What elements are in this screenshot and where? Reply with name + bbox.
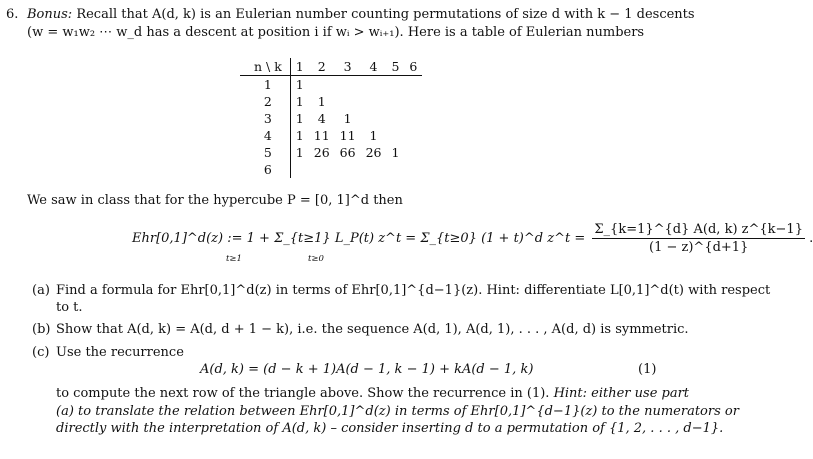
table-cell: 1 [295, 128, 304, 143]
problem-intro-line1 [27, 7, 695, 22]
table-cell: 1 [343, 111, 352, 126]
table-row [240, 144, 422, 161]
part-c-line3: directly with the interpretation of A(d, k) – consider inserting d to a permutation of {1, 2, . . . , d−1}. [56, 421, 724, 436]
table-cell [404, 76, 422, 94]
table-cell [404, 144, 422, 161]
hypercube-sentence: We saw in class that for the hypercube P = [0, 1]^d then [27, 193, 403, 208]
part-c-hint-label: Hint: either use part [553, 386, 690, 401]
part-c-line1-plain: to compute the next row of the triangle above. Show the recurrence in (1). [56, 386, 550, 401]
table-cell: 66 [339, 145, 356, 160]
part-c-line1 [56, 386, 689, 401]
table-cell [404, 110, 422, 127]
table-row [240, 161, 422, 178]
table-corner-label: n \ k [240, 58, 290, 76]
table-cell: 1 [369, 128, 378, 143]
column-header: 4 [361, 58, 387, 76]
row-header: 6 [240, 161, 290, 178]
part-a-text: Find a formula for Ehr[0,1]^d(z) in terms of Ehr[0,1]^{d−1}(z). Hint: differentiate L[0,1]^d(t) with respect [56, 283, 771, 298]
equation-lhs: Ehr[0,1]^d(z) := 1 + Σ_{t≥1} L_P(t) z^t = Σ_{t≥0} (1 + t)^d z^t = [132, 231, 586, 246]
table-cell: 11 [313, 128, 330, 143]
equation-fraction [592, 222, 805, 255]
table-cell: 26 [313, 145, 330, 160]
table-cell [335, 161, 361, 178]
column-header: 3 [335, 58, 361, 76]
equation-denominator: (1 − z)^{d+1} [649, 240, 749, 255]
table-cell [290, 161, 308, 178]
row-header: 1 [240, 76, 290, 94]
row-header: 5 [240, 144, 290, 161]
table-cell: 1 [295, 111, 304, 126]
table-cell [361, 93, 387, 110]
table-cell: 1 [295, 94, 304, 109]
table-cell [361, 110, 387, 127]
sum-index-2: t≥0 [308, 254, 324, 264]
table-cell [335, 76, 361, 94]
table-cell [361, 76, 387, 94]
table-cell [386, 161, 404, 178]
table-cell [309, 76, 335, 94]
eulerian-number-table [240, 58, 422, 178]
ehrhart-equation: Ehr[0,1]^d(z) := 1 + Σ_{t≥1} L_P(t) z^t = Σ_{t≥0} (1 + t)^d z^t = $\frac{\Sigma\_\{k=1\}\^{}\{d\} A(d, k) z\^{}\{k-1\}}{(1 - z)\^{}\{d+1\}}$ . [132, 222, 813, 255]
table-cell: 1 [317, 94, 326, 109]
part-a-text-cont: to t. [56, 300, 83, 315]
table-row [240, 127, 422, 144]
table-cell [404, 161, 422, 178]
part-b-label: (b) [32, 322, 51, 337]
row-header: 4 [240, 127, 290, 144]
problem-intro-line2: (w = w₁w₂ ⋯ w_d has a descent at position i if wᵢ > wᵢ₊₁). Here is a table of Eulerian numbers [27, 25, 645, 40]
table-cell: 4 [317, 111, 326, 126]
problem-number: 6. [6, 7, 19, 22]
intro-line1-text: Recall that A(d, k) is an Eulerian number counting permutations of size d with k − 1 descents [76, 7, 695, 22]
recurrence-equation: A(d, k) = (d − k + 1)A(d − 1, k − 1) + kA(d − 1, k) [200, 362, 534, 377]
part-b-text: Show that A(d, k) = A(d, d + 1 − k), i.e. the sequence A(d, 1), A(d, 1), . . . , A(d, d) is symmetric. [56, 322, 689, 337]
part-c-label: (c) [32, 345, 50, 360]
eulerian-table [240, 58, 422, 178]
table-cell [386, 76, 404, 94]
table-cell: 11 [339, 128, 356, 143]
table-row [240, 93, 422, 110]
bonus-label: Bonus: [27, 7, 73, 22]
table-cell [386, 127, 404, 144]
table-row [240, 76, 422, 94]
table-cell [386, 93, 404, 110]
row-header: 3 [240, 110, 290, 127]
table-cell: 1 [295, 145, 304, 160]
table-cell [386, 110, 404, 127]
table-row [240, 110, 422, 127]
table-cell: 1 [391, 145, 400, 160]
column-header: 2 [309, 58, 335, 76]
column-header: 5 [386, 58, 404, 76]
column-header: 1 [290, 58, 308, 76]
table-cell [335, 93, 361, 110]
part-a-label: (a) [32, 283, 50, 298]
row-header: 2 [240, 93, 290, 110]
table-cell [361, 161, 387, 178]
table-cell: 1 [295, 77, 304, 92]
table-header-row [240, 58, 422, 76]
equation-numerator: Σ_{k=1}^{d} A(d, k) z^{k−1} [594, 222, 803, 237]
column-header: 6 [404, 58, 422, 76]
equation-number: (1) [638, 362, 657, 377]
part-c-line2: (a) to translate the relation between Ehr[0,1]^d(z) in terms of Ehr[0,1]^{d−1}(z) to the numerators or [56, 404, 739, 419]
table-cell: 26 [365, 145, 382, 160]
table-cell [404, 127, 422, 144]
sum-index-1: t≥1 [226, 254, 242, 264]
part-c-text: Use the recurrence [56, 345, 184, 360]
table-cell [309, 161, 335, 178]
table-cell [404, 93, 422, 110]
